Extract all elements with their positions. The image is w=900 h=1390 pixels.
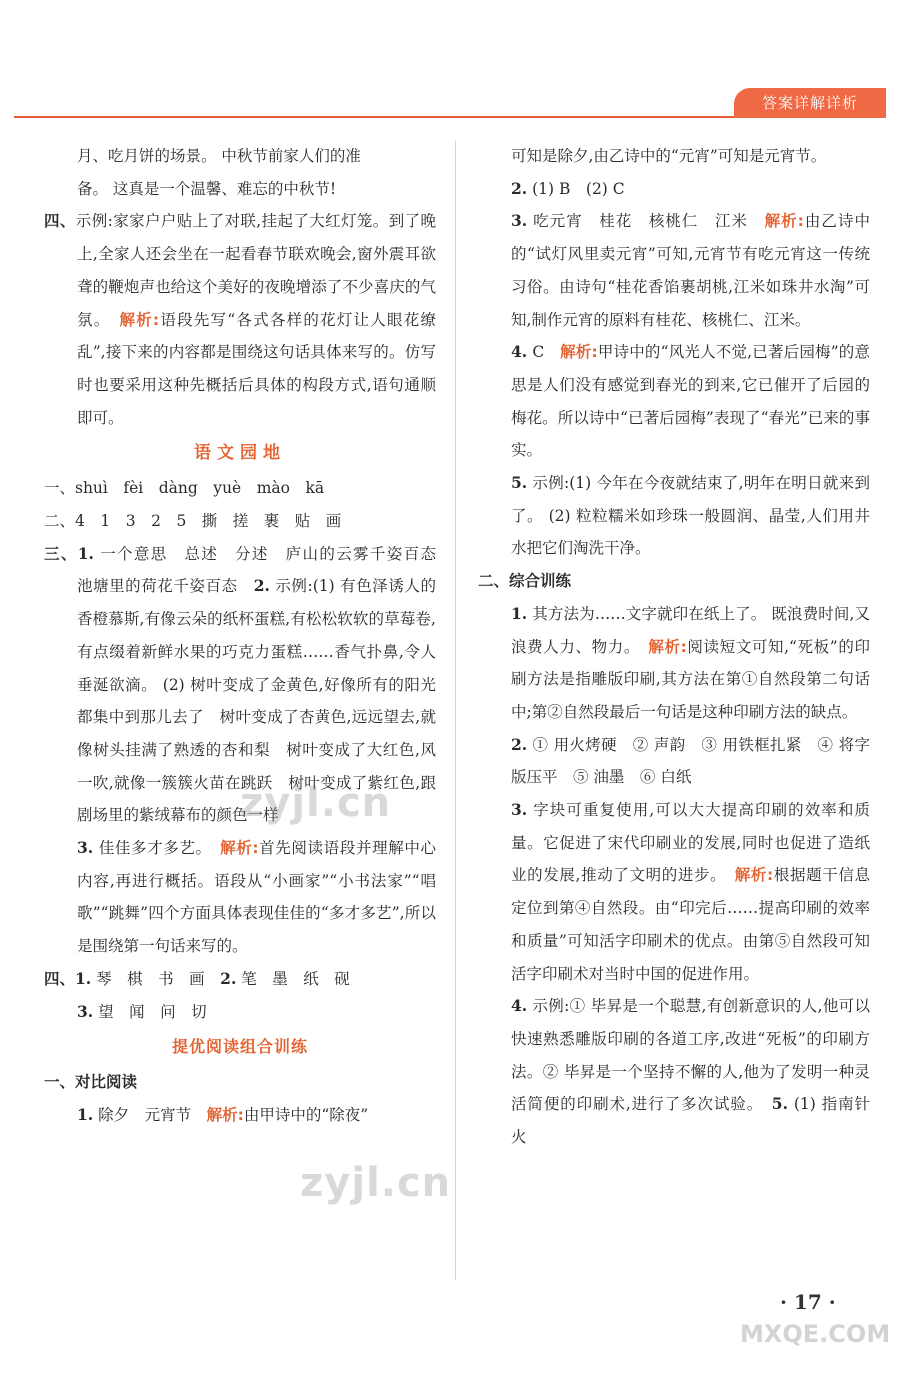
analysis-text: 由乙诗中的“试灯风里卖元宵”可知,元宵节有吃元宵这一传统习俗。由诗句“桂花香馅裹胡桃,江米如珠井水淘”可知,制作元宵的原料有桂花、核桃仁、江米。 (511, 212, 870, 329)
item-number: 1. (77, 1104, 94, 1124)
answer-text: 琴 棋 书 画 (96, 969, 205, 988)
answer-si2 (44, 963, 436, 996)
item-number: 3. (511, 800, 528, 820)
analysis-text: 甲诗中的“风光人不觉,已著后园梅”的意思是人们没有感觉到春光的到来,它已催开了后园的梅花。所以诗中“已著后园梅”表现了“春光”已来的事实。 (511, 343, 870, 460)
item-number: 5. (771, 1094, 788, 1114)
answer-dbyd-1 (44, 1099, 436, 1132)
item-number: 2. (511, 178, 528, 198)
analysis-text: 阅读短文可知,“死板”的印刷方法是指雕版印刷,其方法在第①自然段第二句话中;第②自然段最后一句话是这种印刷方法的缺点。 (511, 637, 870, 721)
subsection-heading (44, 1066, 436, 1099)
item-number: 2. (220, 968, 237, 988)
answer-r2 (478, 173, 870, 206)
answer-text: 示例:① 毕昇是一个聪慧,有创新意识的人,他可以快速熟悉雕版印刷的各道工序,改进“死板”的印刷方法。② 毕昇是一个坚持不懈的人,他为了发明一种灵活简便的印刷术,进行了多次试验。 (511, 997, 870, 1114)
analysis-text: 由甲诗中的“除夜” (243, 1105, 369, 1124)
answer-text: 示例:(1) 有色泽诱人的香橙慕斯,有像云朵的纸杯蛋糕,有松松软软的草莓卷,有点缀着新鲜水果的巧克力蛋糕……香气扑鼻,令人垂涎欲滴。 (2) 树叶变成了金黄色,好像所有的阳光都集中到那儿去了 树叶变成了杏黄色,远远望去,就像树头挂满了熟透的杏和梨 树叶变成了大红色,风一吹,就像一簇簇火苗在跳跃 树叶变成了紫红色,跟剧场里的紫绒幕布的颜色一样 (77, 577, 436, 825)
answer-text: 佳佳多才多艺。 (98, 839, 204, 858)
analysis-label: 解析: (560, 343, 598, 362)
analysis-label: 解析: (220, 839, 259, 858)
watermark: MXQE.COM (740, 1320, 891, 1348)
header-tab: 答案详解详析 (734, 88, 886, 118)
subsection-heading (478, 565, 870, 598)
answer-text: 笔 墨 纸 砚 (241, 969, 350, 988)
column-divider (455, 140, 456, 1280)
item-number: 1. (75, 968, 92, 988)
answer-r5 (478, 467, 870, 565)
answer-text: C (532, 343, 545, 362)
answer-text: (1) B (2) C (532, 179, 625, 198)
item-label: 四、 (44, 968, 76, 988)
analysis-label: 解析: (119, 310, 160, 329)
answer-text: (1) 指南针 火 (511, 1095, 886, 1147)
item-label: 一、 (44, 1073, 76, 1092)
item-number: 1. (511, 603, 528, 623)
item-number: 3. (511, 211, 528, 231)
analysis-label: 解析: (764, 212, 804, 231)
item-number: 2. (511, 734, 528, 754)
text-line: 备。 这真是一个温馨、难忘的中秋节! (77, 179, 337, 198)
answer-z1 (478, 598, 870, 729)
analysis-text: 语段先写“各式各样的花灯让人眼花缭乱”,接下来的内容都是围绕这句话具体来写的。仿写时也要采用这种先概括后具体的构段方式,语句通顺即可。 (77, 310, 436, 427)
answer-text: 示例:家家户户贴上了对联,挂起了大红灯笼。到了晚上,全家人还会坐在一起看春节联欢晚会,窗外震耳欲聋的鞭炮声也给这个美好的夜晚增添了不少喜庆的气氛。 (75, 212, 436, 329)
answer-r4 (478, 336, 870, 467)
page-number: · 17 · (780, 1290, 836, 1314)
subsection-title: 对比阅读 (75, 1073, 138, 1092)
item-label: 四、 (44, 211, 76, 231)
text-line: 可知是除夕,由乙诗中的“元宵”可知是元宵节。 (511, 147, 827, 165)
answer-text: 除夕 元宵节 (98, 1105, 192, 1124)
analysis-text: 根据题干信息定位到第④自然段。由“印完后……提高印刷的效率和质量”可知活字印刷术的优点。由第⑤自然段可知活字印刷术对当时中国的促进作用。 (511, 866, 870, 983)
analysis-label: 解析: (648, 637, 687, 656)
answer-text: 其方法为……文字就印在纸上了。 既浪费时间,又浪费人力、物力。 (511, 604, 870, 656)
item-label: 二、 (478, 572, 510, 591)
section-title: 语文园地 (194, 443, 286, 464)
analysis-label: 解析: (206, 1105, 244, 1124)
answer-yi: 一、shuì fèi dàng yuè mào kā (44, 479, 325, 498)
answer-text: 一个意思 总述 分述 庐山的云雾千姿百态 池塘里的荷花千姿百态 (77, 544, 452, 596)
item-label: 三、 (44, 543, 78, 563)
section2-title: 提优阅读组合训练 (171, 1037, 308, 1057)
item-number: 3. (77, 1001, 94, 1021)
answer-text: 望 闻 问 切 (98, 1002, 207, 1021)
answer-text: 吃元宵 桂花 核桃仁 江米 (533, 212, 749, 231)
answer-san-3 (44, 832, 436, 963)
right-column (478, 140, 886, 1154)
subsection-title: 综合训练 (509, 572, 572, 591)
answer-z2 (478, 729, 870, 794)
answer-text: ① 用火烤硬 ② 声韵 ③ 用铁框扎紧 ④ 将字版压平 ⑤ 油墨 ⑥ 白纸 (511, 735, 870, 787)
item-number: 4. (511, 342, 528, 362)
answer-z3 (478, 794, 870, 990)
left-column (44, 140, 452, 1132)
item-number: 3. (77, 838, 94, 858)
answer-r3 (478, 205, 870, 336)
item-number: 5. (511, 473, 528, 493)
item-number: 4. (511, 996, 528, 1016)
analysis-label: 解析: (734, 866, 774, 885)
answer-text: 字块可重复使用,可以大大提高印刷的效率和质量。它促进了宋代印刷业的发展,同时也促进了造纸业的发展,推动了文明的进步。 (511, 801, 870, 885)
watermark: zyjl.cn (300, 1160, 452, 1206)
answer-si2-3 (44, 996, 436, 1029)
item-number: 2. (253, 576, 270, 596)
watermark: zyjl.cn (240, 780, 392, 826)
text-line: 月、吃月饼的场景。 中秋节前家人们的准 (77, 147, 361, 165)
analysis-text: 首先阅读语段并理解中心内容,再进行概括。语段从“小画家”“小书法家”“唱歌”“跳舞”四个方面具体表现佳佳的“多才多艺”,所以是围绕第一句话来写的。 (77, 839, 436, 956)
answer-er: 二、4 1 3 2 5 撕 搓 裹 贴 画 (44, 512, 342, 531)
answer-si (44, 205, 436, 434)
item-number: 1. (77, 543, 94, 563)
answer-text: 示例:(1) 今年在今夜就结束了,明年在明日就来到了。 (2) 粒粒糯米如珍珠一般圆润、晶莹,人们用井水把它们淘洗干净。 (511, 474, 870, 558)
answer-z4 (478, 990, 886, 1154)
